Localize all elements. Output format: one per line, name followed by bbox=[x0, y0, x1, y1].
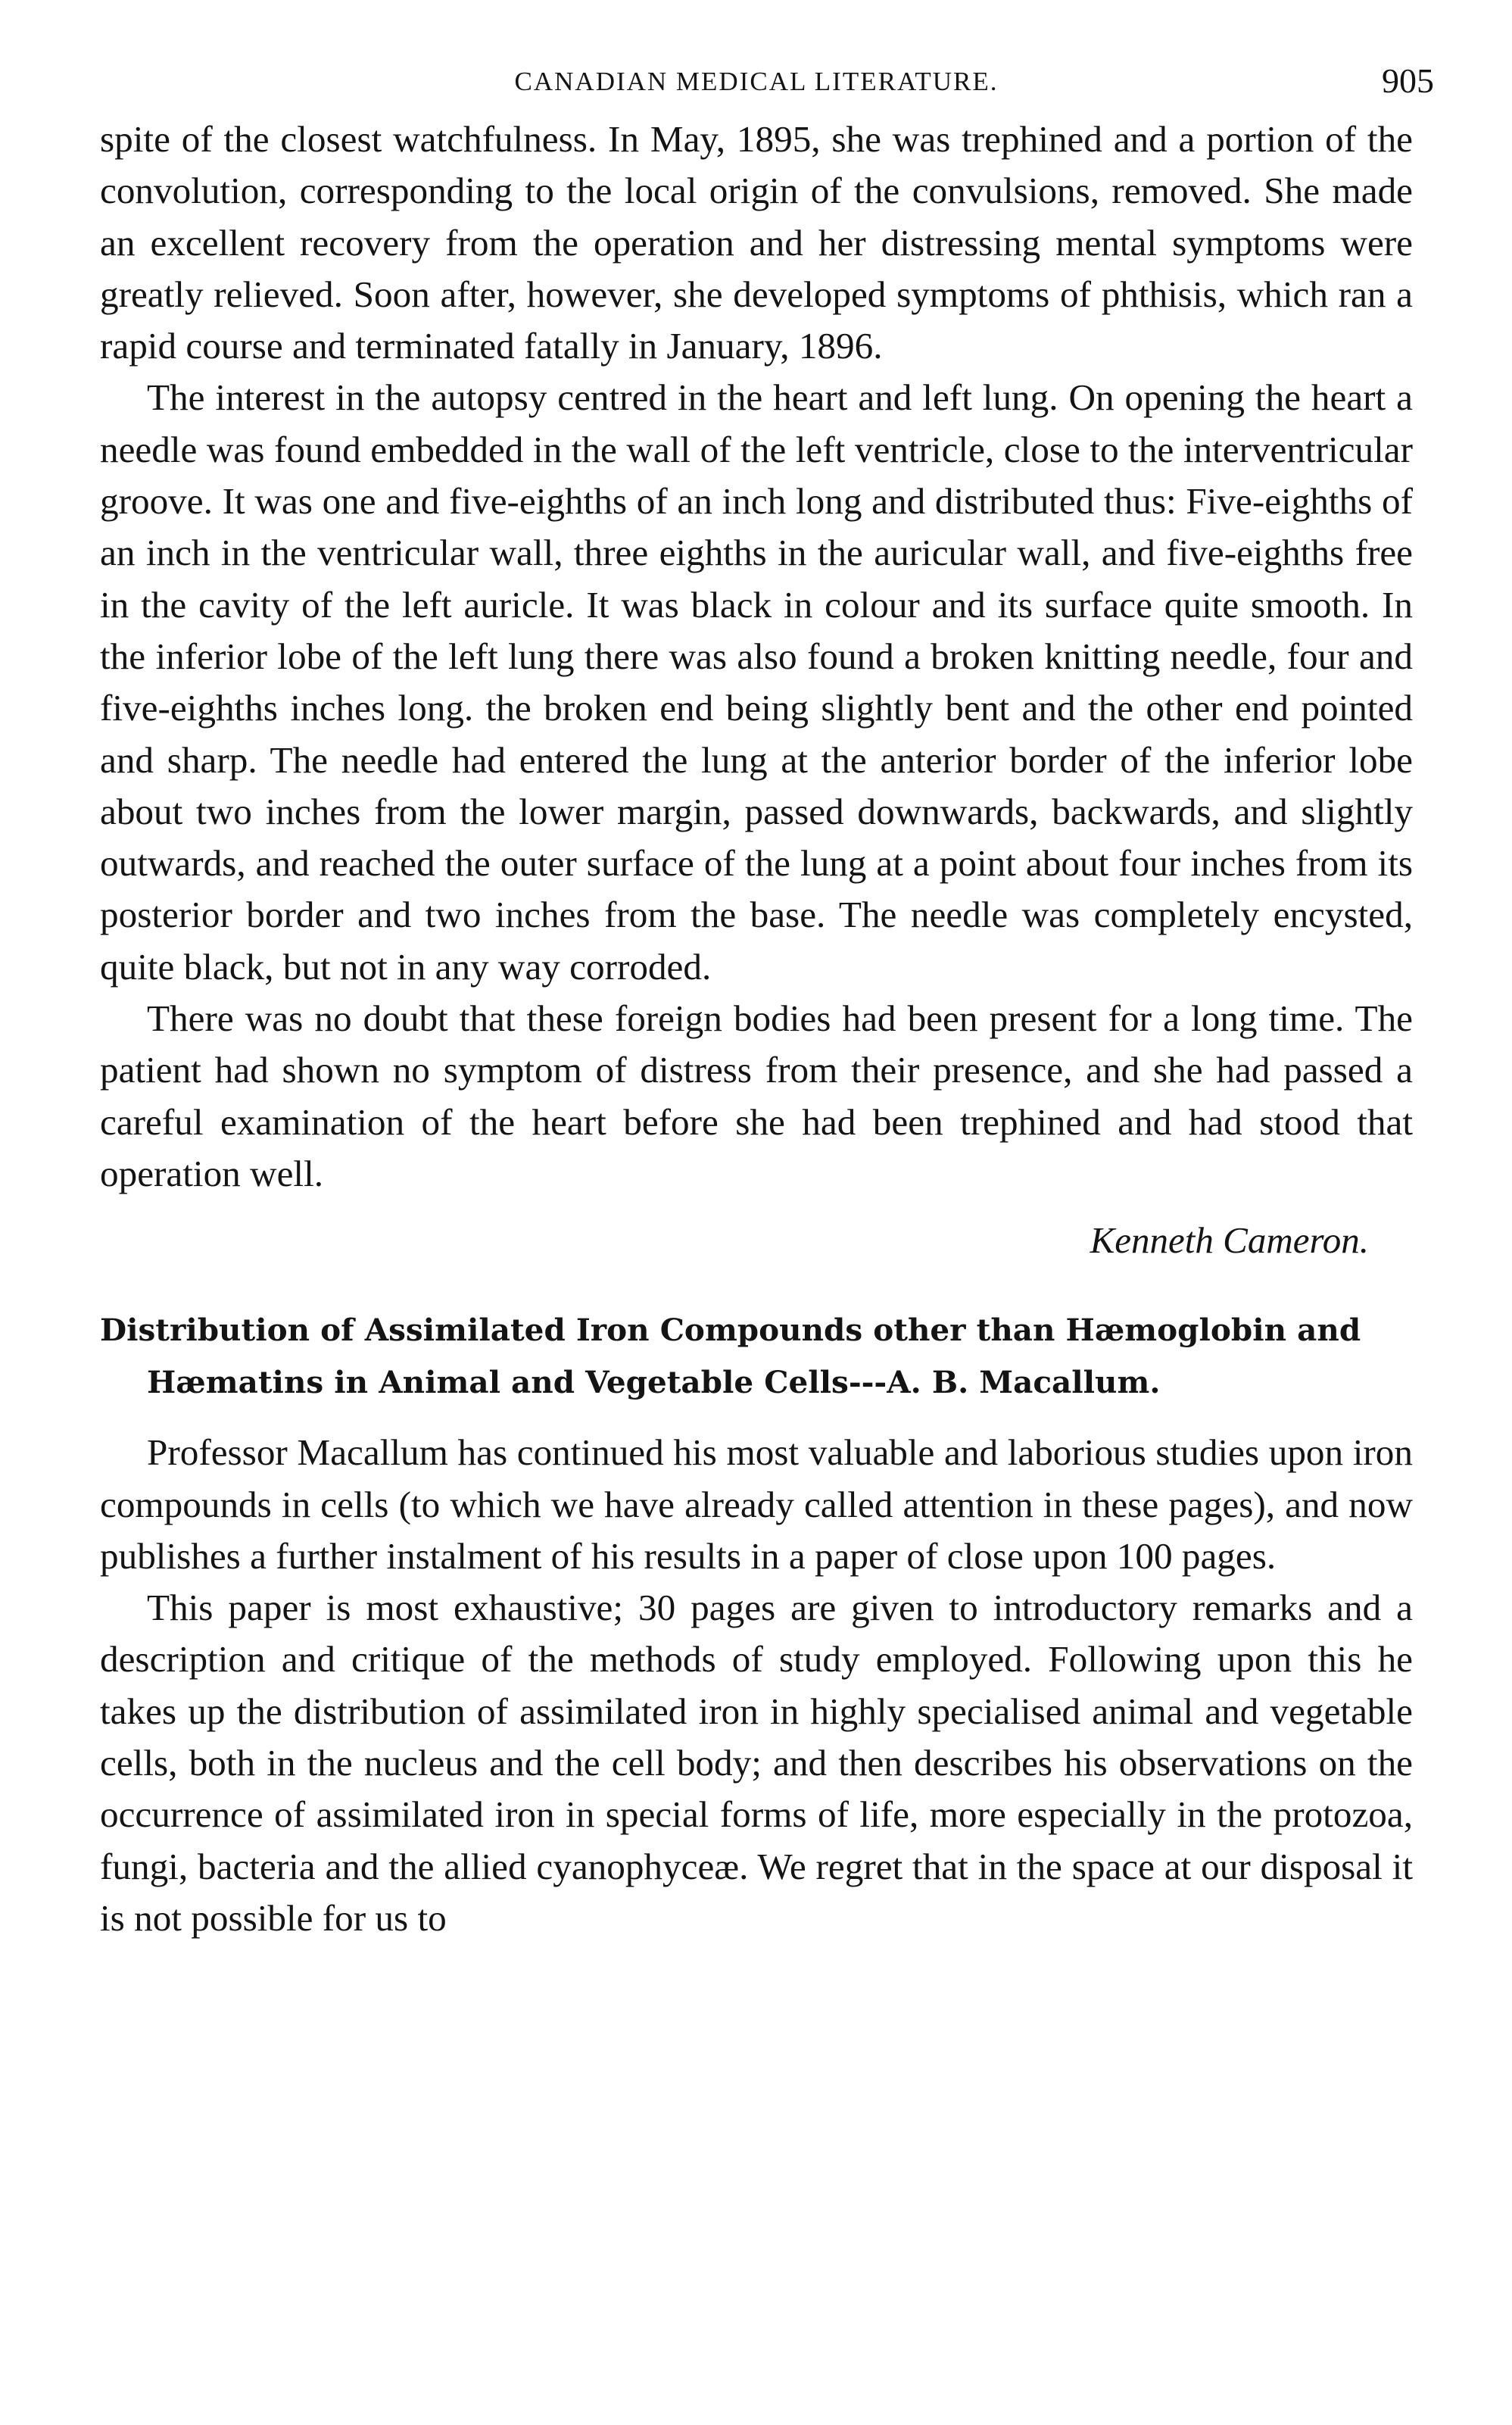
body-paragraph: There was no doubt that these foreign bodies had been present for a long time. The patient had shown no symptom of distress from their presence, and she had passed a careful examination of the heart before she had been trephined and had stood that operation well. bbox=[100, 997, 1413, 1194]
article-section bbox=[100, 1304, 1413, 1944]
body-paragraph: Professor Macallum has continued his most valuable and laborious studies upon iron compounds in cells (to which we have already called attention in these pages), and now publishes a further instalment of his results in a paper of close upon 100 pages. bbox=[100, 1431, 1413, 1577]
body-paragraph: This paper is most exhaustive; 30 pages are given to introductory remarks and a description and critique of the methods of study employed. Following upon this he takes up the distribution of assimilated iron in highly specialised animal and vegetable cells, both in the nucleus and the cell body; and then describes his observations on the occurrence of assimilated iron in special forms of life, more especially in the protozoa, fungi, bacteria and the allied cyanophyceæ. We regret that in the space at our disposal it is not possible for us to bbox=[100, 1587, 1413, 1939]
article-heading: Distribution of Assimilated Iron Compounds other than Hæmoglobin and Hæmatins in Animal and Vegetable Cells---A. B. Macallum. bbox=[100, 1312, 1361, 1401]
page-number: 905 bbox=[1382, 61, 1434, 100]
case-report-section bbox=[100, 114, 1413, 1271]
body-paragraph: The interest in the autopsy centred in the heart and left lung. On opening the heart a needle was found embedded in the wall of the left ventricle, close to the interventricular groove. It was one and five-eighths of an inch long and distributed thus: Five-eighths of an inch in the ventricular wall, three eighths in the auricular wall, and five-eighths free in the cavity of the left auricle. It was black in colour and its surface quite smooth. In the inferior lobe of the left lung there was also found a broken knitting needle, four and five-eighths inches long. the broken end being slightly bent and the other end pointed and sharp. The needle had entered the lung at the anterior border of the inferior lobe about two inches from the lower margin, passed downwards, backwards, and slightly outwards, and reached the outer surface of the lung at a point about four inches from its posterior border and two inches from the base. The needle was completely encysted, quite black, but not in any way corroded. bbox=[100, 376, 1413, 988]
body-paragraph: spite of the closest watchfulness. In May, 1895, she was trephined and a portion of the convolution, corresponding to the local origin of the convulsions, removed. She made an excellent recovery from the operation and her distressing mental symptoms were greatly relieved. Soon after, however, she developed symptoms of phthisis, which ran a rapid course and terminated fatally in January, 1896. bbox=[100, 118, 1413, 367]
author-signature: Kenneth Cameron. bbox=[1090, 1219, 1369, 1262]
journal-page bbox=[100, 53, 1434, 1944]
running-title: CANADIAN MEDICAL LITERATURE. bbox=[514, 67, 999, 96]
running-header bbox=[100, 53, 1434, 114]
